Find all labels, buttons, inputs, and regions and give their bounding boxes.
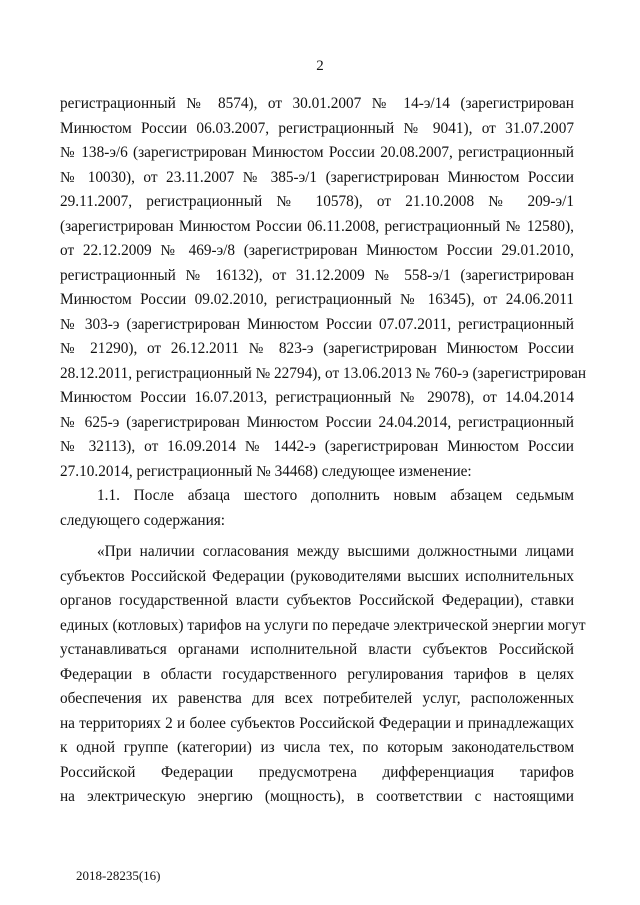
text-line: регистрационный № 8574), от 30.01.2007 № 14-э/14 (зарегистрирован xyxy=(60,95,574,112)
quote-line: Российской Федерации предусмотрена дифференциация тарифов xyxy=(60,763,574,781)
quote-line: устанавливаться органами исполнительной власти субъектов Российской xyxy=(60,641,574,658)
page-number: 2 xyxy=(316,58,324,74)
text-line: № 32113), от 16.09.2014 № 1442-э (зарегистрирован Минюстом России xyxy=(60,438,574,455)
text-line: № 303-э (зарегистрирован Минюстом России 07.07.2011, регистрационный xyxy=(60,315,574,333)
quote-line: единых (котловых) тарифов на услуги по передаче электрической энергии могут xyxy=(60,616,586,634)
text-line: № 10030), от 23.11.2007 № 385-э/1 (зарегистрирован Минюстом России xyxy=(60,168,574,186)
text-line: Минюстом России 09.02.2010, регистрационный № 16345), от 24.06.2011 xyxy=(60,291,574,308)
paragraph-gap xyxy=(60,533,574,540)
document-body xyxy=(60,92,587,810)
text-line: Минюстом России 06.03.2007, регистрационный № 9041), от 31.07.2007 xyxy=(60,119,574,137)
text-line: Минюстом России 16.07.2013, регистрационный № 29078), от 14.04.2014 xyxy=(60,389,574,406)
clause-line: 1.1. После абзаца шестого дополнить новым абзацем седьмым xyxy=(97,487,574,504)
quote-line: субъектов Российской Федерации (руководителями высших исполнительных xyxy=(60,567,574,585)
text-line: от 22.12.2009 № 469-э/8 (зарегистрирован Минюстом России 29.01.2010, xyxy=(60,242,574,259)
clause-line: следующего содержания: xyxy=(60,511,226,529)
document-code: 2018-28235(16) xyxy=(76,868,161,883)
text-line: 28.12.2011, регистрационный № 22794), от 13.06.2013 № 760-э (зарегистрирован xyxy=(60,364,587,382)
text-line: № 138-э/6 (зарегистрирован Минюстом России 20.08.2007, регистрационный xyxy=(60,144,574,161)
quote-line: Федерации в области государственного регулирования тарифов в целях xyxy=(60,665,574,683)
text-line: № 625-э (зарегистрирован Минюстом России 24.04.2014, регистрационный xyxy=(60,413,574,431)
quote-line: «При наличии согласования между высшими должностными лицами xyxy=(97,543,574,560)
quote-line: обеспечения их равенства для всех потребителей услуг, расположенных xyxy=(60,690,574,707)
text-line: 29.11.2007, регистрационный № 10578), от 21.10.2008 № 209-э/1 xyxy=(60,193,574,210)
quote-line: на территориях 2 и более субъектов Российской Федерации и принадлежащих xyxy=(60,714,574,732)
quote-line: на электрическую энергию (мощность), в соответствии с настоящими xyxy=(60,788,574,805)
text-line: (зарегистрирован Минюстом России 06.11.2008, регистрационный № 12580), xyxy=(60,217,574,235)
text-line: регистрационный № 16132), от 31.12.2009 № 558-э/1 (зарегистрирован xyxy=(60,266,574,284)
text-line: 27.10.2014, регистрационный № 34468) следующее изменение: xyxy=(60,462,472,480)
quote-line: органов государственной власти субъектов Российской Федерации), ставки xyxy=(60,592,574,609)
text-line: № 21290), от 26.12.2011 № 823-э (зарегистрирован Минюстом России xyxy=(60,340,574,357)
quote-line: к одной группе (категории) из числа тех, по которым законодательством xyxy=(60,739,574,756)
